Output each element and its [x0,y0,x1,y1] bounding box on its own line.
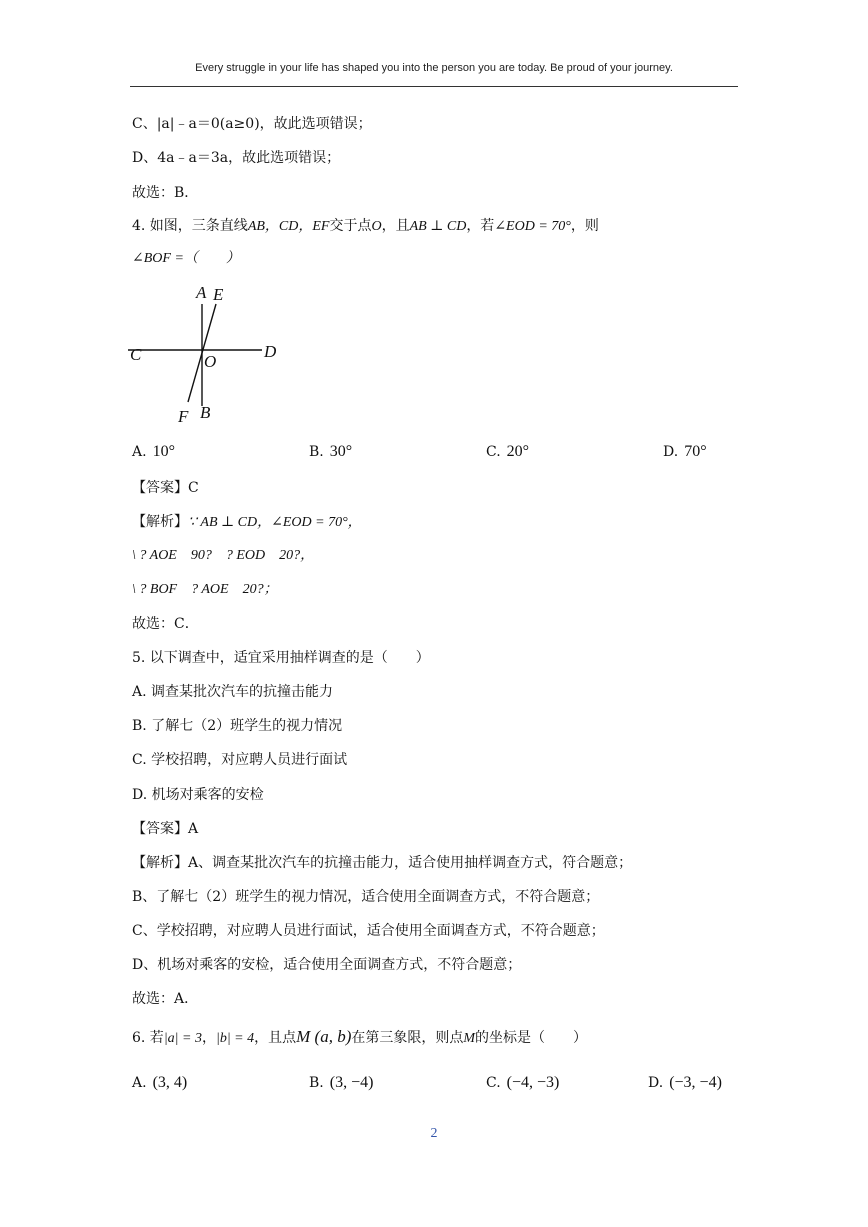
q4-geometry-figure [128,280,298,430]
q4-option-b: B. 30° [309,443,353,460]
label-c: C [130,345,142,364]
q5-analysis-a: 【解析】A、调查某批次汽车的抗撞击能力，适合使用抽样调查方式，符合题意； [132,855,633,871]
q4-stem-point: O [371,219,382,234]
q4-analysis-line1: 【解析】∵ AB ⊥ CD，∠EOD = 70°， [132,514,362,530]
label-d: D [264,342,277,361]
q5-stem: 5. 以下调查中，适宜采用抽样调查的是（ ） [132,650,430,666]
q4-analysis-line3: \ ? BOF ? AOE 20?； [132,582,278,597]
q3-choose: 故选：B． [132,185,199,201]
label-f: F [178,407,189,426]
q5-option-b: B. 了解七（2）班学生的视力情况 [132,718,343,734]
q4-stem-then: ，则 [570,218,599,234]
q5-option-d: D. 机场对乘客的安检 [132,787,264,803]
page-number: 2 [430,1126,438,1141]
q6-option-c: C. (−4, −3) [486,1074,560,1091]
label-a: A [196,283,207,302]
q4-option-d: D. 70° [663,443,707,460]
q4-stem-line1 [132,217,599,236]
q5-option-c: C. 学校招聘，对应聘人员进行面试 [132,752,348,768]
q4-stem-mid: 交于点 [329,218,372,234]
q4-stem-angle: ∠EOD = 70° [494,219,571,234]
q4-stem-line2: ∠BOF =（ ） [132,251,240,266]
q6-option-b: B. (3, −4) [309,1074,374,1091]
q4-stem-prefix: 4. 如图，三条直线 [132,218,248,234]
q3-analysis-d: D、4a﹣a＝3a，故此选项错误； [132,150,341,166]
q3-analysis-c: C、|a|﹣a＝0(a≥0)，故此选项错误； [132,116,372,132]
q4-option-c: C. 20° [486,443,530,460]
q4-stem-lines: AB，CD，EF [247,219,330,234]
q4-answer: 【答案】C [132,480,199,496]
q5-option-a: A. 调查某批次汽车的抗撞击能力 [132,684,334,700]
page-header-quote: Every struggle in your life has shaped you into the person you are today. Be proud of your journey. [195,62,673,74]
q4-stem-and: ，且 [381,218,410,234]
q4-stem-if: ，若 [466,218,495,234]
q5-choose: 故选：A． [132,991,199,1007]
label-o: O [204,352,217,371]
q4-option-a: A. 10° [132,443,175,460]
q4-analysis-line2: \ ? AOE 90? ? EOD 20?， [132,548,315,563]
label-e: E [213,285,224,304]
q6-option-a: A. (3, 4) [132,1074,188,1091]
q4-stem-perp: AB ⊥ CD [409,219,467,234]
q5-analysis-c: C、学校招聘，对应聘人员进行面试，适合使用全面调查方式，不符合题意； [132,923,605,939]
header-divider [130,86,738,87]
label-b: B [200,403,211,422]
q4-choose: 故选：C． [132,616,199,632]
q5-answer: 【答案】A [132,821,199,837]
q6-stem: 6. 若|a| = 3，|b| = 4，且点M (a, b)在第三象限，则点M的坐标是（ ） [132,1027,588,1046]
q5-analysis-d: D、机场对乘客的安检，适合使用全面调查方式，不符合题意； [132,957,522,973]
q5-analysis-b: B、了解七（2）班学生的视力情况，适合使用全面调查方式，不符合题意； [132,889,600,905]
q6-option-d: D. (−3, −4) [648,1074,722,1091]
